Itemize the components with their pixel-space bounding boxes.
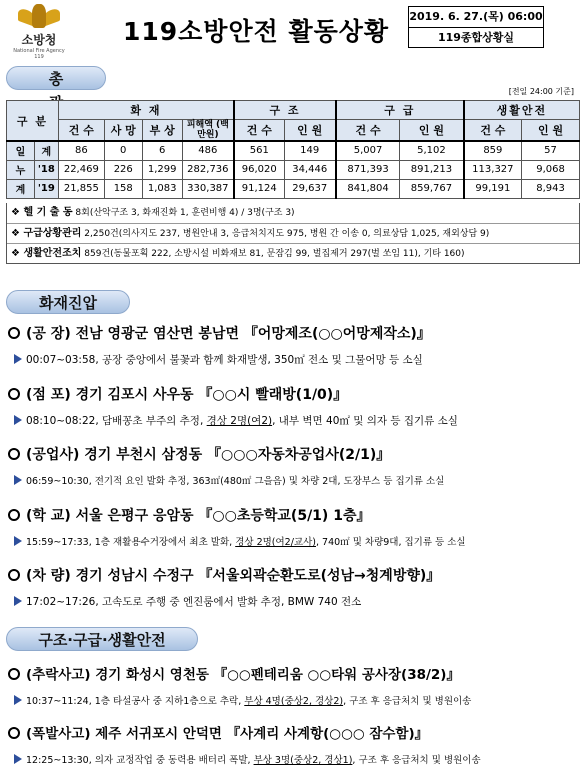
cell: 226 [104,160,142,179]
row-label: 누 [7,160,35,179]
note-text: 2,250건(의사지도 237, 병원안내 3, 응급처치지도 975, 병원 간 이송 0, 의료상담 1,025, 재외상담 9) [84,229,490,239]
incident-desc: 08:10~08:22, 담배꽁초 부주의 추정, 경상 2명(여2), 내부 벽면 40㎡ 및 의자 등 집기류 소실 [14,413,458,428]
circle-bullet-icon [8,668,20,680]
cell: 86 [58,141,104,160]
col-header: 건 수 [234,120,284,142]
cell: 891,213 [400,160,464,179]
cell: 158 [104,179,142,198]
col-header: 건 수 [336,120,400,142]
col-header: 인 원 [522,120,580,142]
col-header: 피해액 (백만원) [182,120,234,142]
circle-bullet-icon [8,448,20,460]
triangle-bullet-icon [14,536,22,546]
table-row [7,141,580,160]
cell: 21,855 [58,179,104,198]
incident-title: (공업사) 경기 부천시 삼정동 『○○○자동차공업사(2/1)』 [8,444,390,464]
note-safety [7,243,579,263]
cell: 34,446 [284,160,336,179]
basis-note: [전일 24:00 기준] [508,87,574,96]
group-ems: 구 급 [336,101,464,120]
incident-title: (추락사고) 경기 화성시 영천동 『○○펜테리움 ○○타워 공사장(38/2)』 [8,663,460,683]
report-header [0,0,586,60]
cell: 29,637 [284,179,336,198]
cell: 486 [182,141,234,160]
cell: 149 [284,141,336,160]
cell: 113,327 [464,160,522,179]
cell: 0 [104,141,142,160]
triangle-bullet-icon [14,596,22,606]
triangle-bullet-icon [14,695,22,705]
circle-bullet-icon [8,727,20,739]
cell: 859 [464,141,522,160]
summary-notes [6,203,580,264]
circle-bullet-icon [8,569,20,581]
incident-title: (점 포) 경기 김포시 사우동 『○○시 빨래방(1/0)』 [8,384,347,404]
note-helicopter [7,203,579,223]
group-rescue: 구 조 [234,101,336,120]
incident-desc: 10:37~11:24, 1층 타설공사 중 지하1층으로 추락, 부상 4명(중상2, 경상2), 구조 후 응급처치 및 병원이송 [14,693,471,707]
incident-desc: 00:07~03:58, 공장 중앙에서 불꽃과 함께 화재발생, 350㎡ 전소 및 그물어망 등 소실 [14,352,423,367]
table-row [7,179,580,198]
cell: 282,736 [182,160,234,179]
col-header: 건 수 [58,120,104,142]
incident-title: (학 교) 서울 은평구 응암동 『○○초등학교(5/1) 1층』 [8,505,370,525]
col-header: 인 원 [284,120,336,142]
group-safety: 생활안전 [464,101,580,120]
note-label: ❖ 헬 기 출 동 [11,207,73,218]
agency-subname: National Fire Agency 119 [13,48,65,60]
date-box [408,6,544,48]
cell: 5,102 [400,141,464,160]
row-sublabel: '18 [34,160,58,179]
row-sublabel: 계 [34,141,58,160]
cell: 330,387 [182,179,234,198]
cell: 91,124 [234,179,284,198]
group-fire: 화 재 [58,101,234,120]
circle-bullet-icon [8,509,20,521]
incident-desc: 17:02~17:26, 고속도로 주행 중 엔진룸에서 발화 추정, BMW 740 전소 [14,594,361,609]
circle-bullet-icon [8,327,20,339]
cell: 96,020 [234,160,284,179]
incident-desc: 06:59~10:30, 전기적 요인 발화 추정, 363㎡(480㎡ 그을음) 및 차량 2대, 도장부스 등 집기류 소실 [14,473,444,487]
cell: 1,083 [142,179,182,198]
incident-title: (공 장) 전남 영광군 염산면 봉남면 『어망제조(○○어망제작소)』 [8,323,431,343]
cell: 9,068 [522,160,580,179]
cell: 1,299 [142,160,182,179]
page-title: 119소방안전 활동상황 [122,17,390,46]
cell: 99,191 [464,179,522,198]
fire-heading: 화재진압 [6,290,130,314]
incident-title: (폭발사고) 제주 서귀포시 안덕면 『사계리 사계항(○○○ 잠수함)』 [8,722,428,742]
circle-bullet-icon [8,388,20,400]
agency-logo [8,4,70,60]
cell: 6 [142,141,182,160]
cell: 841,804 [336,179,400,198]
triangle-bullet-icon [14,754,22,764]
note-label: ❖ 구급상황관리 [11,228,82,239]
cell: 561 [234,141,284,160]
cell: 8,943 [522,179,580,198]
col-header: 부 상 [142,120,182,142]
triangle-bullet-icon [14,354,22,364]
agency-name: 소방청 [21,33,57,47]
table-row [7,160,580,179]
cell: 859,767 [400,179,464,198]
col-header: 인 원 [400,120,464,142]
row-label: 계 [7,179,35,198]
report-dept: 119종합상황실 [409,27,543,47]
note-text: 8회(산악구조 3, 화재진화 1, 훈련비행 4) / 3명(구조 3) [75,208,295,218]
emblem-icon [18,4,60,30]
summary-heading: 총 [6,66,106,90]
label-column-header: 구 분 [7,101,59,142]
incident-desc: 12:25~13:30, 의자 교정작업 중 동력용 배터리 폭발, 부상 3명(중상2, 경상1), 구조 후 응급처치 및 병원이송 [14,752,481,766]
note-text: 859건(동물포획 222, 소방시설 비화재보 81, 문잠김 99, 벌집제거 297(벌 쏘임 11), 기타 160) [84,249,465,259]
cell: 871,393 [336,160,400,179]
cell: 22,469 [58,160,104,179]
incident-title: (차 량) 경기 성남시 수정구 『서울외곽순환도로(성남→청계방향)』 [8,565,440,585]
col-header: 사 망 [104,120,142,142]
note-label: ❖ 생활안전조치 [11,248,82,259]
row-label: 일 [7,141,35,160]
incident-desc: 15:59~17:33, 1층 재활용수거장에서 최초 발화, 경상 2명(여2/교사), 740㎡ 및 차량9대, 집기류 등 소실 [14,534,466,548]
report-date: 2019. 6. 27.(목) 06:00 [409,10,543,23]
row-sublabel: '19 [34,179,58,198]
note-ems [7,223,579,243]
col-header: 건 수 [464,120,522,142]
summary-table [6,100,580,199]
cell: 5,007 [336,141,400,160]
rescue-heading: 구조·구급·생활안전 [6,627,198,651]
cell: 57 [522,141,580,160]
triangle-bullet-icon [14,415,22,425]
triangle-bullet-icon [14,475,22,485]
